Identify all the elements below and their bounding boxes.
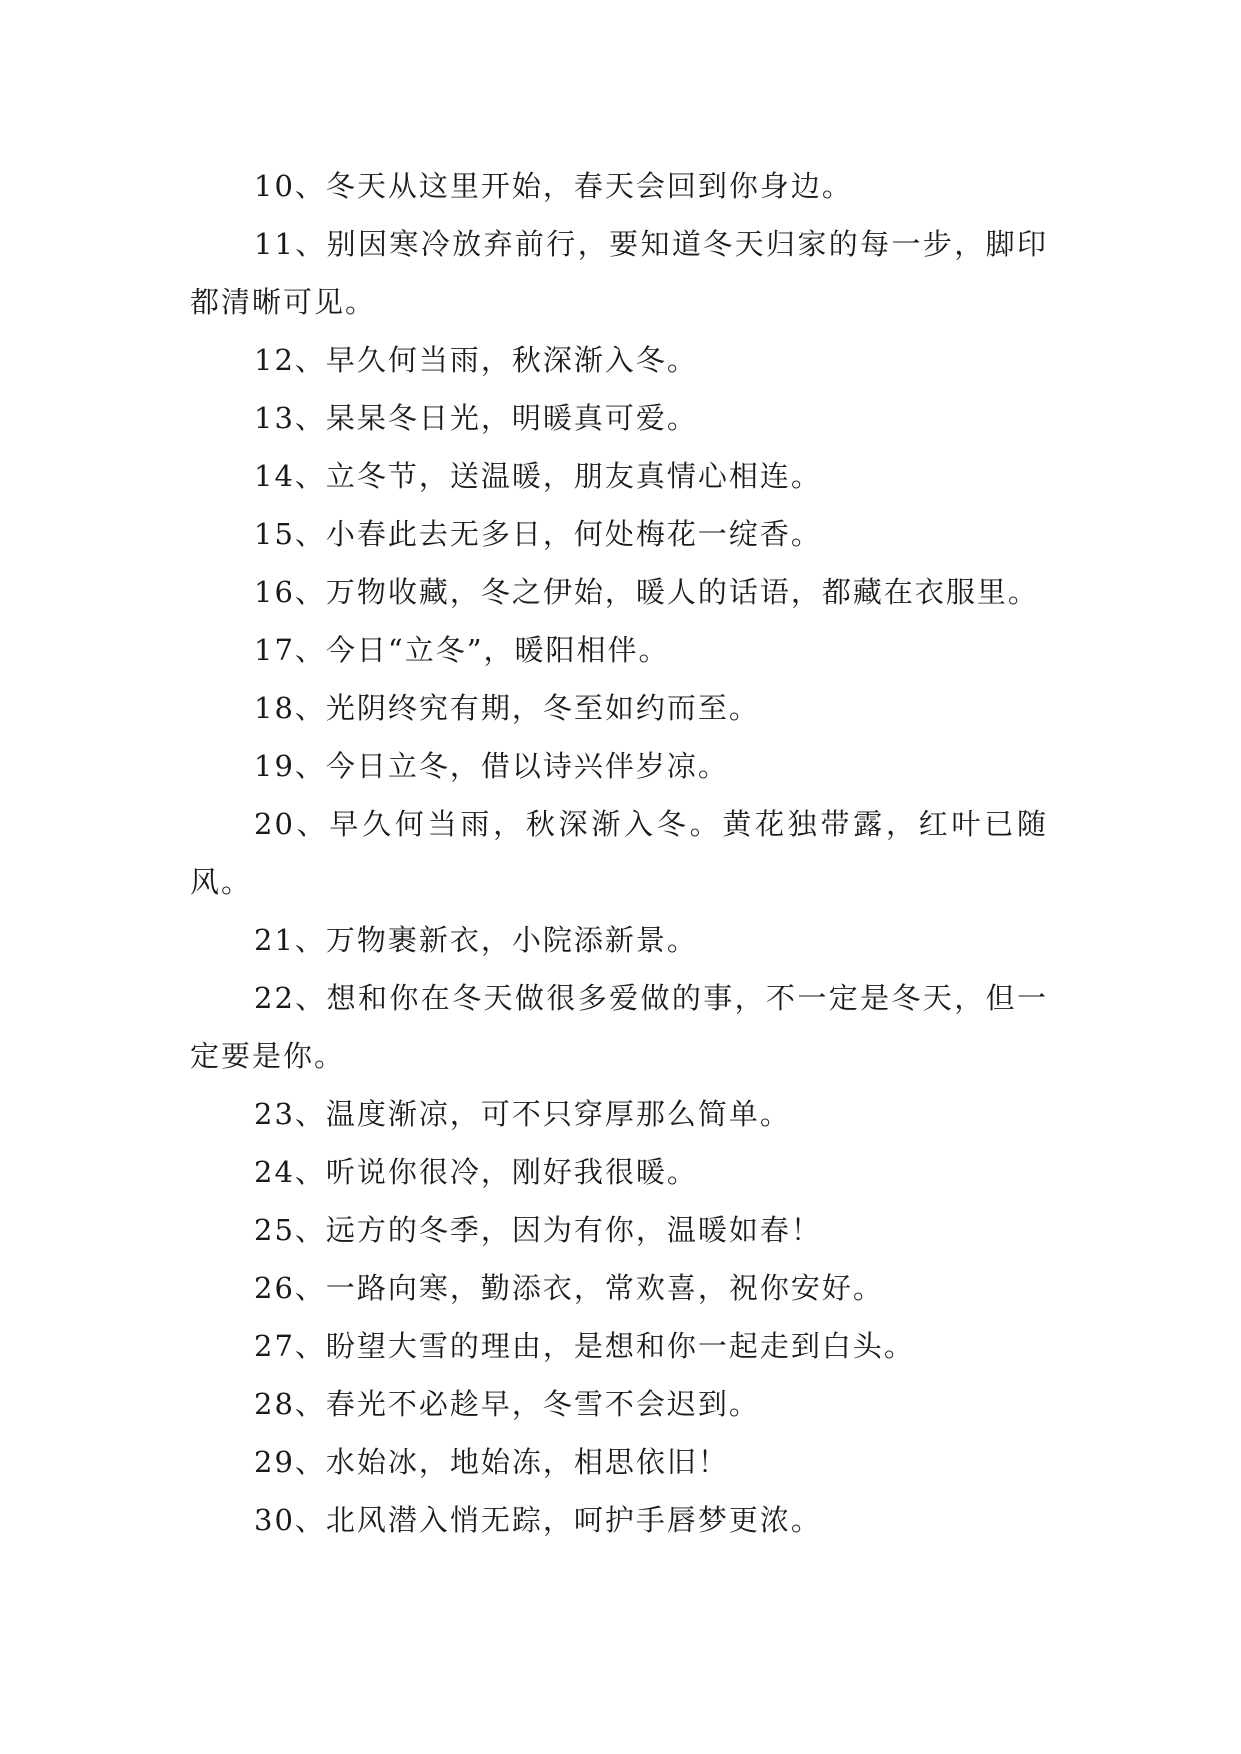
paragraph-17: 17、今日“立冬”，暖阳相伴。 — [254, 633, 670, 667]
paragraph-25: 25、远方的冬季，因为有你，温暖如春！ — [254, 1213, 822, 1247]
paragraph-19: 19、今日立冬，借以诗兴伴岁凉。 — [254, 749, 729, 783]
paragraph-27: 27、盼望大雪的理由，是想和你一起走到白头。 — [254, 1329, 915, 1363]
paragraph-28: 28、春光不必趁早，冬雪不会迟到。 — [254, 1387, 760, 1421]
paragraph-29: 29、水始冰，地始冻，相思依旧！ — [254, 1445, 729, 1479]
paragraph-18: 18、光阴终究有期，冬至如约而至。 — [254, 691, 760, 725]
paragraph-14: 14、立冬节，送温暖，朋友真情心相连。 — [254, 459, 822, 493]
paragraph-24: 24、听说你很冷，刚好我很暖。 — [254, 1155, 698, 1189]
paragraph-11: 11、别因寒冷放弃前行，要知道冬天归家的每一步，脚印都清晰可见。 — [190, 227, 1048, 319]
document-body — [190, 157, 1048, 1549]
paragraph-22: 22、想和你在冬天做很多爱做的事，不一定是冬天，但一定要是你。 — [190, 981, 1048, 1073]
paragraph-20: 20、早久何当雨，秋深渐入冬。黄花独带露，红叶已随风。 — [190, 807, 1048, 899]
paragraph-26: 26、一路向寒，勤添衣，常欢喜，祝你安好。 — [254, 1271, 884, 1305]
paragraph-12: 12、早久何当雨，秋深渐入冬。 — [254, 343, 698, 377]
paragraph-13: 13、杲杲冬日光，明暖真可爱。 — [254, 401, 698, 435]
paragraph-16: 16、万物收藏，冬之伊始，暖人的话语，都藏在衣服里。 — [254, 575, 1039, 609]
paragraph-23: 23、温度渐凉，可不只穿厚那么简单。 — [254, 1097, 791, 1131]
paragraph-30: 30、北风潜入悄无踪，呵护手唇梦更浓。 — [254, 1503, 822, 1537]
paragraph-10: 10、冬天从这里开始，春天会回到你身边。 — [254, 169, 853, 203]
paragraph-21: 21、万物裹新衣，小院添新景。 — [254, 923, 698, 957]
paragraph-15: 15、小春此去无多日，何处梅花一绽香。 — [254, 517, 822, 551]
